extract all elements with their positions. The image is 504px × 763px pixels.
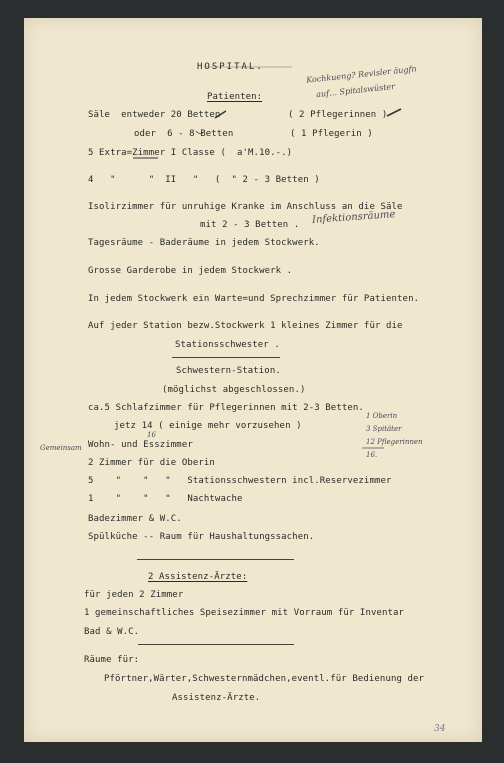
text-line-schwestern-sub: (möglichst abgeschlossen.) [162,385,306,395]
divider-rule [137,559,294,560]
text-line-schwestern-5: 5 " " " Stationsschwestern incl.Reservezimmer [88,476,392,486]
text-line-wartezimmer: In jedem Stockwerk ein Warte=und Sprechzimmer für Patienten. [88,294,420,304]
handwritten-note-top-2: auf… Spitalswüster [315,81,396,100]
page-number: 34 [434,724,446,734]
handwritten-staff-oberin: 1 Oberin [366,412,398,420]
text-line-assistenz-2: 1 gemeinschaftliches Speisezimmer mit Vorraum für Inventar [84,608,405,618]
handwritten-number-jetzt: 16 [147,431,156,439]
handwritten-staff-2: 3 Spitäter [366,425,402,433]
text-line-schwestern-6: 1 " " " Nachtwache [88,494,243,504]
text-line-raeume-3: Assistenz-Ärzte. [172,693,261,703]
text-line-garderobe: Grosse Garderobe in jedem Stockwerk . [88,266,293,276]
document-title: HOSPITAL. [197,62,264,72]
text-line-schwestern-8: Spülküche -- Raum für Haushaltungssachen. [88,532,315,542]
text-line-schwestern-2: jetz 14 ( einige mehr vorzusehen ) [114,421,302,431]
text-line-schwestern-3: Wohn- und Esszimmer [88,440,193,450]
text-line-schwestern-1: ca.5 Schlafzimmer für Pflegerinnen mit 2-3 Betten. [88,403,364,413]
section-heading-patienten: Patienten: [207,92,263,102]
handwritten-margin-note: Gemeinsam [40,444,82,452]
text-line-raeume-2: Pförtner,Wärter,Schwesternmädchen,eventl.für Bedienung der [104,674,425,684]
divider-rule [172,357,280,358]
text-line-extra-2: 4 " " II " ( " 2 - 3 Betten ) [88,175,320,185]
text-line-saele: Säle entweder 20 Betten [88,110,221,120]
text-line-oder: oder 6 - 8 Betten [134,129,234,139]
text-line-station-2: Stationsschwester . [175,340,280,350]
section-heading-schwestern: Schwestern-Station. [176,366,281,376]
handwritten-note-top-1: Kochkueng? Revisler äugfn [305,64,417,85]
text-line-station-1: Auf jeder Station bezw.Stockwerk 1 kleines Zimmer für die [88,321,403,331]
text-line-schwestern-7: Badezimmer & W.C. [88,514,182,524]
handwritten-staff-total: 16. [366,451,378,459]
text-line-assistenz-3: Bad & W.C. [84,627,140,637]
text-line-saele-staff: ( 2 Pflegerinnen ) [288,110,388,120]
text-line-tagesraeume: Tagesräume - Baderäume in jedem Stockwerk. [88,238,320,248]
text-line-assistenz-1: für jeden 2 Zimmer [84,590,184,600]
text-line-isolier-2: mit 2 - 3 Betten . [200,220,300,230]
text-line-raeume-1: Räume für: [84,655,140,665]
text-line-extra-1: 5 Extra=Zimmer I Classe ( a'M.10.-.) [88,148,293,158]
section-heading-assistenz: 2 Assistenz-Ärzte: [148,572,248,582]
handwritten-note-isolier: Infektionsräume [311,209,396,226]
text-line-isolier-1: Isolirzimmer für unruhige Kranke im Anschluss an die Säle [88,202,403,212]
text-line-oder-staff: ( 1 Pflegerin ) [290,129,373,139]
divider-rule [138,644,294,645]
text-line-schwestern-4: 2 Zimmer für die Oberin [88,458,215,468]
handwritten-staff-3: 12 Pflegerinnen [366,438,423,446]
